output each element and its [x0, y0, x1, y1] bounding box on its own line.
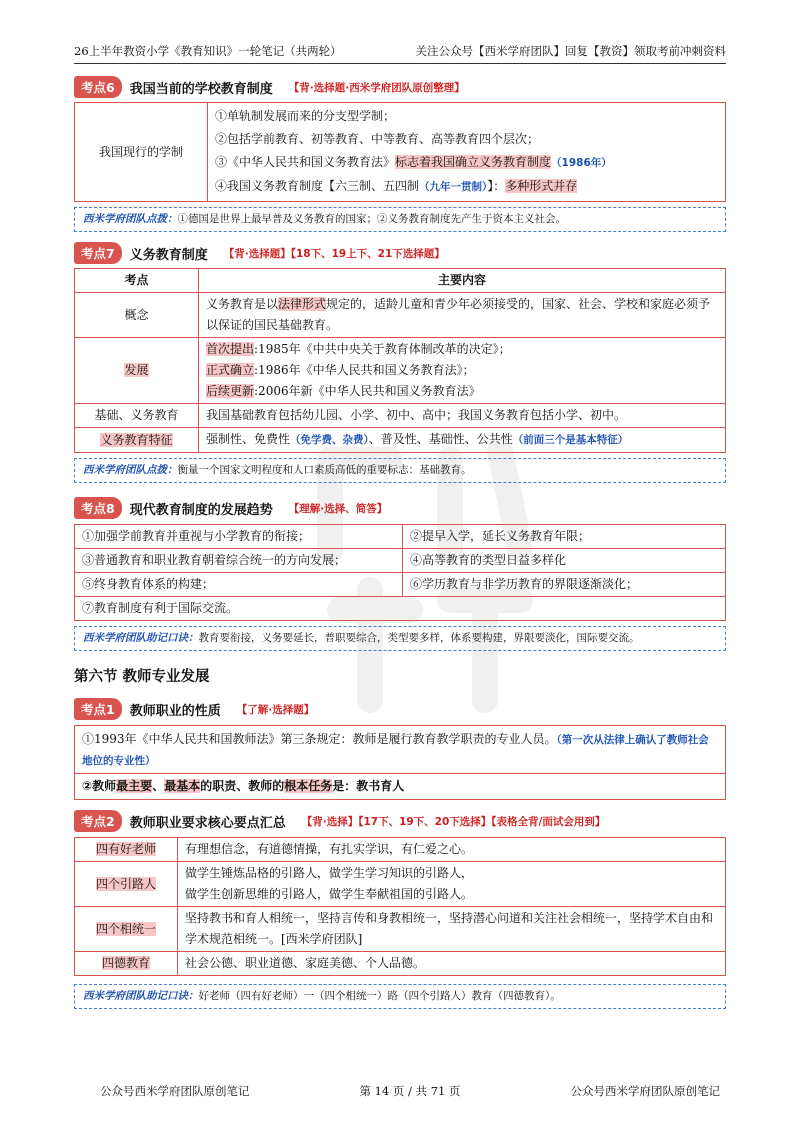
kp7-title: 义务教育制度 — [129, 247, 208, 263]
kp1-title: 教师职业的性质 — [129, 703, 221, 719]
kp1-badge: 考点1 — [74, 698, 122, 720]
kp7-r1-c: 规定的，适龄儿童和青少年必须接受的，国家、社会、学校和家庭必须予以保证的国民基础教育。 — [206, 297, 711, 332]
kp6-tag: 【背·选择题·西米学府团队原创整理】 — [288, 81, 465, 94]
kp6-line4-highlight: 多种形式并存 — [505, 179, 578, 193]
page-content — [74, 72, 726, 1009]
kp2-r2-line2: 做学生创新思维的引路人，做学生奉献祖国的引路人。 — [185, 887, 474, 901]
kp7-r3-content: 我国基础教育包括幼儿园、小学、初中、高中；我国义务教育包括小学、初中。 — [199, 404, 726, 428]
footer-right: 公众号西米学府团队原创笔记 — [570, 1084, 720, 1098]
kp8-note-label: 西米学府团队助记口诀： — [83, 632, 199, 644]
kp1-line2-a: ②教师 — [82, 779, 117, 793]
page-footer — [100, 1083, 720, 1099]
kp2-note-text: 好老师（四有好老师）一（四个相统一）路（四个引路人）教育（四德教育）。 — [198, 990, 561, 1002]
kp6-table — [74, 102, 726, 202]
kp7-r2-content — [199, 338, 726, 404]
kp1-line2-g: 是：教书育人 — [332, 779, 405, 793]
kp8-item4: ④高等教育的类型日益多样化 — [403, 549, 726, 573]
kp7-note-label: 西米学府团队点拨： — [83, 464, 178, 476]
kp8-item6: ⑥学历教育与非学历教育的界限逐渐淡化； — [403, 573, 726, 597]
kp2-r1-label-cell — [75, 838, 178, 862]
footer-page-number: 第 14 页 / 共 71 页 — [359, 1084, 461, 1098]
kp2-note-label: 西米学府团队助记口诀： — [83, 990, 199, 1002]
kp7-r4-label: 义务教育特征 — [100, 432, 173, 447]
kp7-r2-l3-text: :2006年新《中华人民共和国义务教育法》 — [254, 384, 481, 398]
kp8-item1: ①加强学前教育并重视与小学教育的衔接； — [75, 525, 403, 549]
kp7-r2-line2 — [206, 360, 718, 381]
kp2-heading — [74, 810, 726, 832]
kp1-tag: 【了解·选择题】 — [236, 703, 315, 716]
kp7-r1-a: 义务教育是以 — [206, 297, 279, 311]
kp6-note-label: 西米学府团队点拨： — [83, 213, 178, 225]
kp2-r1-label: 四有好老师 — [95, 842, 156, 856]
kp7-col2-header: 主要内容 — [199, 269, 726, 293]
kp1-line1-text: ①1993年《中华人民共和国教师法》第三条规定：教师是履行教育教学职责的专业人员。 — [82, 732, 557, 746]
kp6-line3-year: （1986年） — [551, 157, 612, 169]
kp7-badge: 考点7 — [74, 242, 122, 264]
kp6-line4 — [215, 175, 718, 199]
kp6-line3 — [215, 151, 718, 175]
kp7-col1-header: 考点 — [75, 269, 199, 293]
kp2-title: 教师职业要求核心要点汇总 — [129, 815, 286, 831]
kp8-heading — [74, 497, 726, 519]
kp7-note-text: 衡量一个国家文明程度和人口素质高低的重要标志：基础教育。 — [177, 464, 472, 476]
kp1-line2-d: 最基本 — [164, 779, 201, 793]
header-left: 26上半年教资小学《教育知识》一轮笔记（共两轮） — [74, 44, 342, 58]
kp1-line2-f: 根本任务 — [284, 779, 333, 793]
kp7-note — [74, 458, 726, 483]
kp2-table — [74, 837, 726, 976]
kp7-r1-content — [199, 293, 726, 338]
kp8-item3: ③普通教育和职业教育朝着综合统一的方向发展； — [75, 549, 403, 573]
kp1-line1 — [75, 726, 726, 774]
kp2-note — [74, 984, 726, 1009]
kp2-badge: 考点2 — [74, 810, 122, 832]
kp7-r4-content — [199, 428, 726, 453]
kp2-r4-label-cell — [75, 952, 178, 976]
kp6-line3-highlight: 标志着我国确立义务教育制度 — [395, 155, 552, 169]
kp7-r2-l3-highlight: 后续更新 — [206, 384, 255, 398]
kp6-content — [208, 103, 726, 202]
kp1-heading — [74, 698, 726, 720]
section-title: 第六节 教师专业发展 — [74, 669, 210, 685]
kp2-r4-content: 社会公德、职业道德、家庭美德、个人品德。 — [178, 952, 726, 976]
kp8-item7: ⑦教育制度有利于国际交流。 — [75, 597, 726, 621]
kp6-label: 我国现行的学制 — [75, 103, 208, 202]
kp7-r3-label: 基础、义务教育 — [75, 404, 199, 428]
kp6-badge: 考点6 — [74, 76, 122, 98]
kp7-r4-a: 强制性、免费性 — [206, 432, 291, 446]
kp7-tag: 【背·选择题】【18下、19上下、21下选择题】 — [223, 247, 445, 260]
kp6-line2: ②包括学前教育、初等教育、中等教育、高等教育四个层次； — [215, 132, 540, 146]
kp8-title: 现代教育制度的发展趋势 — [129, 502, 273, 518]
footer-left: 公众号西米学府团队原创笔记 — [100, 1084, 250, 1098]
kp8-item5: ⑤终身教育体系的构建； — [75, 573, 403, 597]
kp6-title: 我国当前的学校教育制度 — [129, 81, 273, 97]
kp6-note-text: ①德国是世界上最早普及义务教育的国家；②义务教育制度先产生于资本主义社会。 — [177, 213, 566, 225]
kp2-r3-content: 坚持教书和育人相统一，坚持言传和身教相统一，坚持潜心问道和关注社会相统一，坚持学术自由和学术规范相统一。[西米学府团队] — [178, 907, 726, 952]
kp2-r1-content: 有理想信念，有道德情操，有扎实学识，有仁爱之心。 — [178, 838, 726, 862]
kp2-r2-content — [178, 862, 726, 907]
kp1-line1-note: （第一次从法律上确认了教师社会地位的专业性） — [82, 734, 709, 767]
kp7-r4-c: 、普及性、基础性、公共性 — [368, 432, 513, 446]
kp6-heading — [74, 76, 726, 98]
kp8-note — [74, 626, 726, 651]
kp7-r2-l2-highlight: 正式确立 — [206, 363, 255, 377]
kp7-r4-b: （免学费、杂费） — [290, 434, 369, 446]
header-right: 关注公众号【西米学府团队】回复【教资】领取考前冲刺资料 — [415, 44, 726, 58]
kp7-r4-label-cell — [75, 428, 199, 453]
kp8-tag: 【理解·选择、简答】 — [288, 502, 388, 515]
kp2-r2-label: 四个引路人 — [95, 876, 156, 891]
kp7-table — [74, 268, 726, 453]
kp2-r2-label-cell — [75, 862, 178, 907]
kp2-r3-label-cell — [75, 907, 178, 952]
kp2-r2-line1: 做学生锤炼品格的引路人，做学生学习知识的引路人， — [185, 866, 474, 880]
kp1-line2 — [75, 774, 726, 800]
kp2-r4-label: 四德教育 — [101, 956, 150, 970]
kp6-line4-b: （九年一贯制） — [419, 181, 488, 193]
kp7-r2-label: 发展 — [124, 363, 149, 377]
kp1-line2-e: 的职责、教师的 — [200, 779, 285, 793]
kp2-r3-label: 四个相统一 — [95, 921, 156, 936]
kp6-line1: ①单轨制发展而来的分支型学制； — [215, 109, 396, 123]
kp7-r4-d: （前面三个是基本特征） — [512, 434, 629, 446]
page-header — [74, 40, 726, 64]
kp6-line4-c: 】： — [487, 179, 506, 193]
kp8-table — [74, 524, 726, 621]
kp8-note-text: 教育要衔接，义务要延长，普职要综合，类型要多样，体系要构建，界限要淡化，国际要交流。 — [198, 632, 640, 644]
kp7-r2-line1 — [206, 339, 718, 360]
kp7-r1-label: 概念 — [75, 293, 199, 338]
kp7-r2-line3 — [206, 381, 718, 402]
kp7-r1-highlight: 法律形式 — [278, 297, 327, 311]
kp7-r2-l1-highlight: 首次提出 — [206, 342, 255, 356]
kp1-table — [74, 725, 726, 800]
kp2-tag: 【背·选择】【17下、19下、20下选择】【表格全背/面试会用到】 — [301, 815, 606, 828]
kp6-note — [74, 207, 726, 232]
kp7-r2-label-cell — [75, 338, 199, 404]
kp6-line3-a: ③《中华人民共和国义务教育法》 — [215, 155, 396, 169]
kp8-badge: 考点8 — [74, 497, 122, 519]
kp1-line2-c: 、 — [152, 779, 165, 793]
kp7-heading — [74, 242, 726, 264]
kp6-line4-a: ④我国义务教育制度【六三制、五四制 — [215, 179, 420, 193]
kp7-r2-l2-text: :1986年《中华人民共和国义务教育法》； — [254, 363, 475, 377]
kp1-line2-b: 最主要 — [116, 779, 153, 793]
kp7-r2-l1-text: :1985年《中共中央关于教育体制改革的决定》； — [254, 342, 511, 356]
kp8-item2: ②提早入学，延长义务教育年限； — [403, 525, 726, 549]
